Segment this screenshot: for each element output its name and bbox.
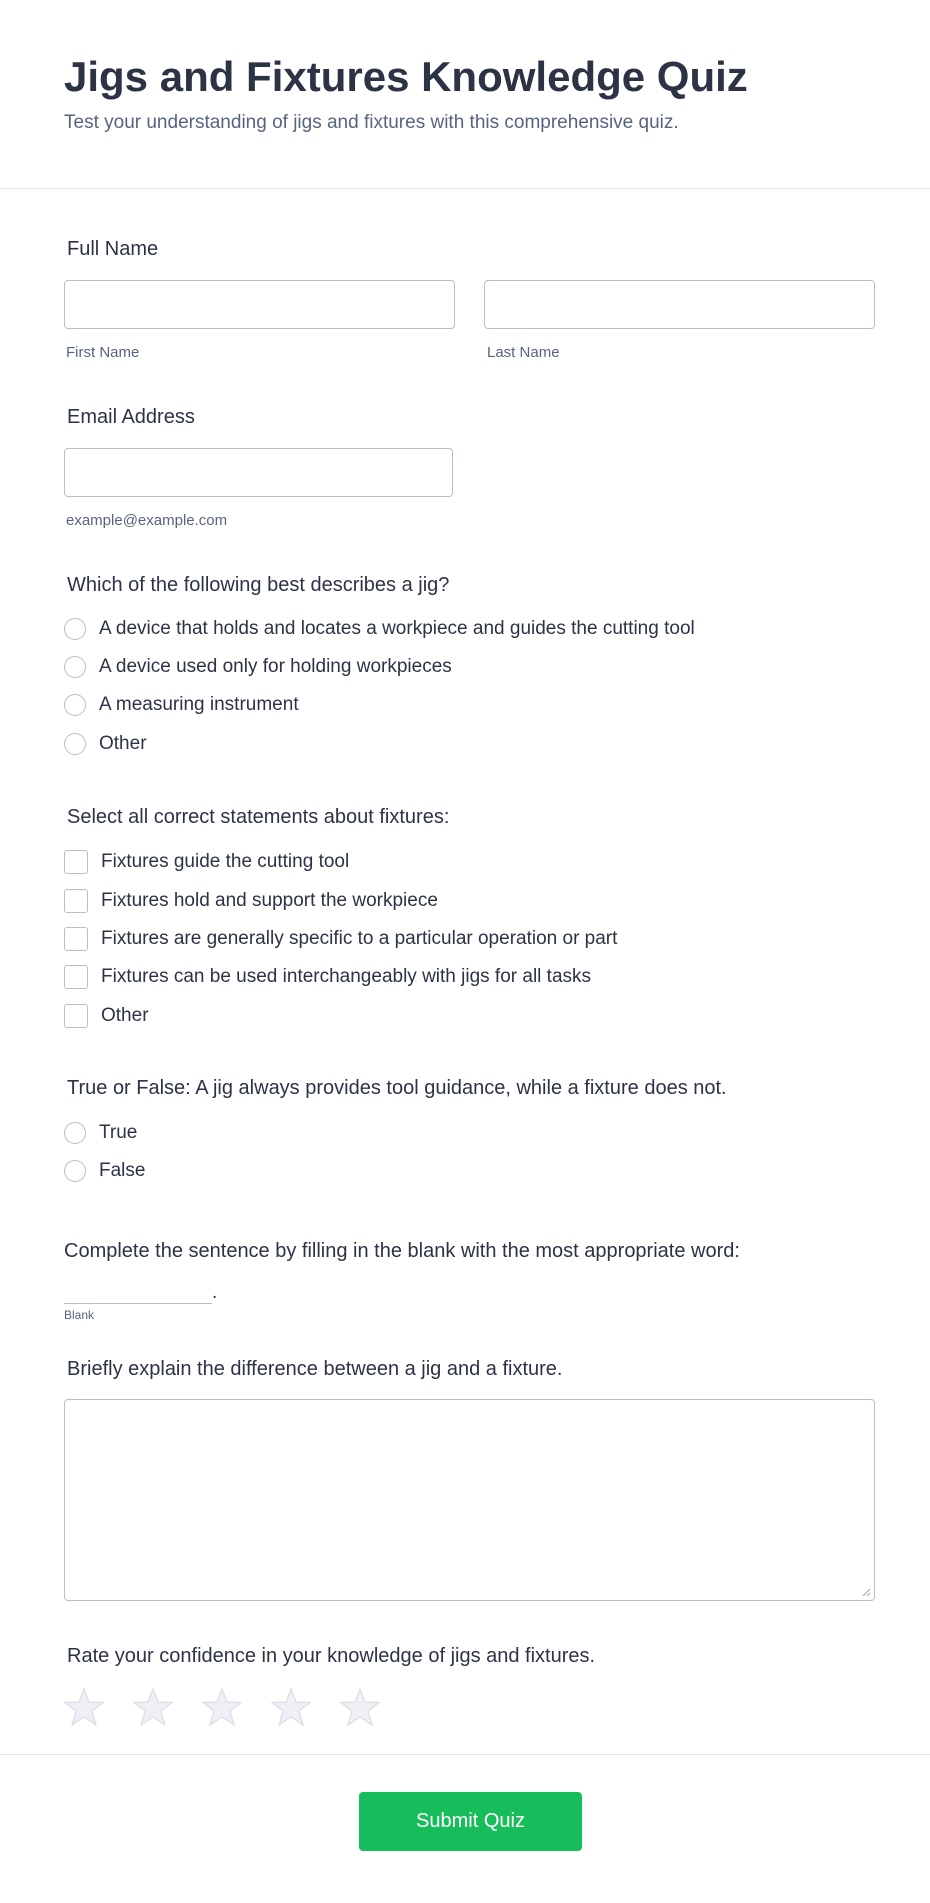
page-title: Jigs and Fixtures Knowledge Quiz — [64, 53, 748, 100]
email-input[interactable] — [64, 448, 453, 497]
checkbox[interactable] — [64, 1004, 88, 1028]
blank-period: . — [212, 1282, 218, 1303]
q2-option-label: Fixtures are generally specific to a particular operation or part — [101, 928, 618, 949]
form-footer — [0, 1754, 930, 1903]
email-sublabel: example@example.com — [66, 512, 228, 529]
checkbox[interactable] — [64, 850, 88, 874]
star-rating — [64, 1687, 409, 1727]
q4-label: Complete the sentence by filling in the blank with the most appropriate word: — [64, 1240, 740, 1262]
star-icon[interactable] — [64, 1687, 104, 1727]
q2-label: Select all correct statements about fixtures: — [67, 806, 450, 828]
q3-option-label: True — [99, 1122, 138, 1143]
last-name-sublabel: Last Name — [487, 344, 560, 361]
q3-label: True or False: A jig always provides tool guidance, while a fixture does not. — [67, 1077, 727, 1099]
q2-option-label: Fixtures hold and support the workpiece — [101, 890, 438, 911]
explanation-textarea[interactable] — [64, 1399, 875, 1601]
radio-button[interactable] — [64, 694, 86, 716]
radio-button[interactable] — [64, 1160, 86, 1182]
checkbox[interactable] — [64, 889, 88, 913]
q2-option[interactable] — [64, 849, 349, 875]
email-label: Email Address — [67, 406, 195, 428]
q2-option[interactable] — [64, 926, 617, 952]
last-name-input[interactable] — [484, 280, 875, 329]
q2-option[interactable] — [64, 888, 438, 914]
form-header — [0, 0, 930, 189]
q1-option-label: Other — [99, 733, 147, 754]
checkbox[interactable] — [64, 965, 88, 989]
q5-label: Briefly explain the difference between a jig and a fixture. — [67, 1358, 563, 1380]
q2-option[interactable] — [64, 1003, 149, 1029]
star-icon[interactable] — [133, 1687, 173, 1727]
checkbox[interactable] — [64, 927, 88, 951]
q1-option[interactable] — [64, 616, 695, 642]
radio-button[interactable] — [64, 618, 86, 640]
q1-option[interactable] — [64, 731, 147, 757]
q1-option-label: A measuring instrument — [99, 694, 299, 715]
q3-option-label: False — [99, 1160, 146, 1181]
radio-button[interactable] — [64, 656, 86, 678]
star-icon[interactable] — [340, 1687, 380, 1727]
star-icon[interactable] — [202, 1687, 242, 1727]
first-name-input[interactable] — [64, 280, 455, 329]
q6-label: Rate your confidence in your knowledge of jigs and fixtures. — [67, 1645, 596, 1667]
blank-input[interactable] — [64, 1282, 212, 1304]
q1-option-label: A device used only for holding workpieces — [99, 656, 452, 677]
blank-sublabel: Blank — [64, 1308, 95, 1322]
resize-handle-icon[interactable] — [862, 1588, 870, 1596]
q2-option-label: Fixtures can be used interchangeably with jigs for all tasks — [101, 966, 592, 987]
q2-option-label: Other — [101, 1005, 149, 1026]
page-subtitle: Test your understanding of jigs and fixtures with this comprehensive quiz. — [64, 112, 679, 133]
submit-button[interactable]: Submit Quiz — [359, 1792, 582, 1851]
full-name-label: Full Name — [67, 238, 159, 260]
star-icon[interactable] — [271, 1687, 311, 1727]
q1-option-label: A device that holds and locates a workpiece and guides the cutting tool — [99, 618, 695, 639]
q2-option-label: Fixtures guide the cutting tool — [101, 851, 350, 872]
first-name-sublabel: First Name — [66, 344, 140, 361]
q1-option[interactable] — [64, 654, 452, 680]
q1-label: Which of the following best describes a jig? — [67, 574, 450, 596]
q2-option[interactable] — [64, 964, 591, 990]
radio-button[interactable] — [64, 1122, 86, 1144]
q3-option[interactable] — [64, 1120, 137, 1146]
radio-button[interactable] — [64, 733, 86, 755]
q1-option[interactable] — [64, 692, 299, 718]
q3-option[interactable] — [64, 1158, 145, 1184]
